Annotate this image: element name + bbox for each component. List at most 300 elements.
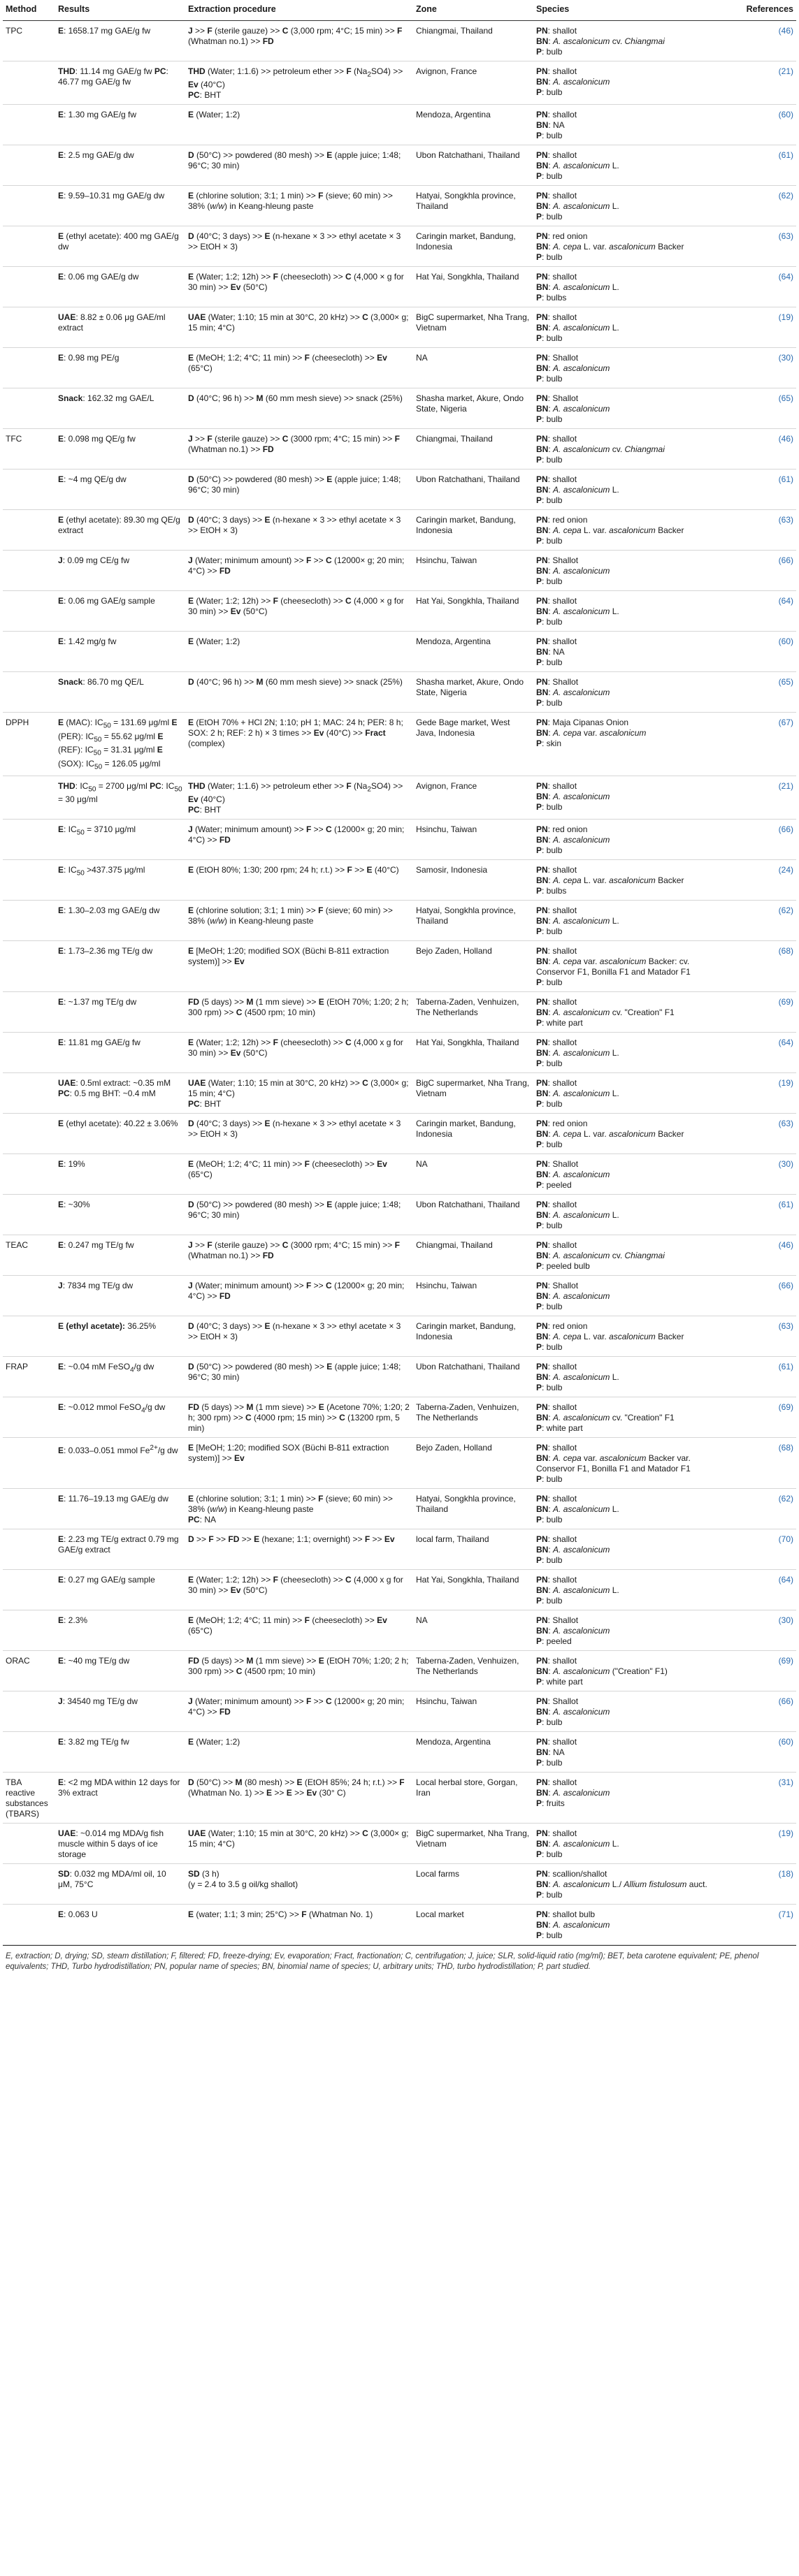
cell-reference[interactable]: (65): [722, 388, 796, 429]
cell-method: [3, 820, 55, 860]
cell-zone: Caringin market, Bandung, Indonesia: [413, 510, 533, 551]
cell-reference[interactable]: (71): [722, 1905, 796, 1945]
table-row: [3, 429, 796, 470]
cell-species: PN: shallot BN: A. ascalonicum L. P: bulb: [533, 145, 722, 186]
table-row: [3, 820, 796, 860]
table-row: [3, 510, 796, 551]
cell-extraction: E (Water; 1:2; 12h) >> F (cheesecloth) >> C (4,000 × g for 30 min) >> Ev (50°C): [185, 591, 413, 632]
cell-extraction: J >> F (sterile gauze) >> C (3,000 rpm; 4°C; 15 min) >> F (Whatman no.1) >> FD: [185, 21, 413, 61]
cell-results: Snack: 86.70 mg QE/L: [55, 672, 185, 713]
cell-species: PN: shallot BN: A. cepa L. var. ascalonicum Backer P: bulbs: [533, 860, 722, 901]
cell-results: E: $IC_{50} >437.375$ μg/ml: [55, 860, 185, 901]
table-row: [3, 307, 796, 348]
cell-method: [3, 1316, 55, 1357]
cell-reference[interactable]: (64): [722, 1570, 796, 1610]
cell-results: E: 1.30 mg GAE/g fw: [55, 105, 185, 145]
table-row: [3, 776, 796, 819]
table-row: [3, 860, 796, 901]
cell-extraction: E (Water; 1:2): [185, 632, 413, 672]
cell-reference[interactable]: (66): [722, 820, 796, 860]
cell-method: [3, 145, 55, 186]
table-row: [3, 1276, 796, 1316]
cell-extraction: FD (5 days) >> M (1 mm sieve) >> E (EtOH 70%; 1:20; 2 h; 300 rpm) >> C (4500 rpm; 10 min): [185, 1651, 413, 1691]
cell-extraction: E (MeOH; 1:2; 4°C; 11 min) >> F (cheesecloth) >> Ev (65°C): [185, 1154, 413, 1195]
cell-results: E: 0.06 mg GAE/g sample: [55, 591, 185, 632]
cell-reference[interactable]: (61): [722, 145, 796, 186]
cell-reference[interactable]: (46): [722, 429, 796, 470]
cell-extraction: D (40°C; 3 days) >> E (n-hexane × 3 >> ethyl acetate × 3 >> EtOH × 3): [185, 1316, 413, 1357]
table-container: [3, 0, 796, 1972]
cell-zone: Bejo Zaden, Holland: [413, 1438, 533, 1489]
cell-zone: Shasha market, Akure, Ondo State, Nigeria: [413, 672, 533, 713]
cell-reference[interactable]: (70): [722, 1529, 796, 1570]
cell-method: [3, 510, 55, 551]
header-references: References: [722, 0, 796, 21]
cell-zone: Local herbal store, Gorgan, Iran: [413, 1773, 533, 1824]
table-row: [3, 388, 796, 429]
cell-species: PN: Shallot BN: A. ascalonicum P: bulb: [533, 388, 722, 429]
cell-zone: Local market: [413, 1905, 533, 1945]
cell-zone: Caringin market, Bandung, Indonesia: [413, 226, 533, 267]
cell-reference[interactable]: (62): [722, 1489, 796, 1529]
cell-results: E: 19%: [55, 1154, 185, 1195]
cell-reference[interactable]: (63): [722, 1316, 796, 1357]
cell-species: PN: shallot BN: A. ascalonicum L. P: bulb: [533, 1195, 722, 1235]
table-row: [3, 1397, 796, 1438]
cell-method: TFC: [3, 429, 55, 470]
cell-zone: Hsinchu, Taiwan: [413, 1276, 533, 1316]
cell-reference[interactable]: (67): [722, 713, 796, 776]
cell-results: E: ~30%: [55, 1195, 185, 1235]
cell-extraction: E (Water; 1:2; 12h) >> F (cheesecloth) >> C (4,000 x g for 30 min) >> Ev (50°C): [185, 1033, 413, 1073]
cell-reference[interactable]: (68): [722, 1438, 796, 1489]
cell-zone: Caringin market, Bandung, Indonesia: [413, 1114, 533, 1154]
cell-zone: Chiangmai, Thailand: [413, 429, 533, 470]
table-row: [3, 470, 796, 510]
cell-method: [3, 348, 55, 388]
cell-extraction: J (Water; minimum amount) >> F >> C (12000× g; 20 min; 4°C) >> FD: [185, 1276, 413, 1316]
cell-extraction: E (EtOH 80%; 1:30; 200 rpm; 24 h; r.t.) >> F >> E (40°C): [185, 860, 413, 901]
cell-species: PN: shallot BN: A. ascalonicum cv. Chiangmai P: bulb: [533, 21, 722, 61]
cell-results: E: ~4 mg QE/g dw: [55, 470, 185, 510]
table-row: [3, 1114, 796, 1154]
cell-species: PN: shallot BN: A. ascalonicum L. P: bulb: [533, 1033, 722, 1073]
cell-species: PN: shallot BN: A. ascalonicum L. P: bulb: [533, 186, 722, 226]
cell-extraction: E (MeOH; 1:2; 4°C; 11 min) >> F (cheesecloth) >> Ev (65°C): [185, 1610, 413, 1651]
cell-zone: Hat Yai, Songkhla, Thailand: [413, 1033, 533, 1073]
cell-reference[interactable]: (21): [722, 61, 796, 105]
cell-species: PN: shallot BN: A. ascalonicum L. P: bulb: [533, 1489, 722, 1529]
cell-species: PN: shallot BN: A. cepa var. ascalonicum Backer: cv. Conservor F1, Bonilla F1 and Matador F1 P: bulb: [533, 941, 722, 992]
cell-extraction: E (Water; 1:2): [185, 1732, 413, 1773]
cell-zone: Gede Bage market, West Java, Indonesia: [413, 713, 533, 776]
cell-extraction: D (40°C; 3 days) >> E (n-hexane × 3 >> ethyl acetate × 3 >> EtOH × 3): [185, 510, 413, 551]
cell-method: [3, 267, 55, 307]
cell-reference[interactable]: (69): [722, 1397, 796, 1438]
cell-reference[interactable]: (65): [722, 672, 796, 713]
cell-method: [3, 551, 55, 591]
cell-zone: Hat Yai, Songkhla, Thailand: [413, 591, 533, 632]
cell-results: UAE: ~0.014 mg MDA/g fish muscle within 5 days of ice storage: [55, 1824, 185, 1864]
cell-extraction: E (water; 1:1; 3 min; 25°C) >> F (Whatman No. 1): [185, 1905, 413, 1945]
cell-extraction: E (Water; 1:2; 12h) >> F (cheesecloth) >> C (4,000 × g for 30 min) >> Ev (50°C): [185, 267, 413, 307]
table-row: [3, 1824, 796, 1864]
cell-species: PN: Shallot BN: A. ascalonicum P: bulb: [533, 348, 722, 388]
cell-method: [3, 992, 55, 1033]
cell-zone: Chiangmai, Thailand: [413, 1235, 533, 1276]
cell-results: E: 0.033–0.051 mmol $Fe^{2+}/g$ dw: [55, 1438, 185, 1489]
cell-species: PN: shallot BN: A. ascalonicum P: bulb: [533, 61, 722, 105]
cell-results: E: 2.23 mg TE/g extract 0.79 mg GAE/g extract: [55, 1529, 185, 1570]
cell-method: [3, 105, 55, 145]
cell-zone: Bejo Zaden, Holland: [413, 941, 533, 992]
cell-species: PN: shallot BN: NA P: bulb: [533, 105, 722, 145]
cell-extraction: FD (5 days) >> M (1 mm sieve) >> E (EtOH 70%; 1:20; 2 h; 300 rpm) >> C (4500 rpm; 10 min): [185, 992, 413, 1033]
cell-reference[interactable]: (60): [722, 105, 796, 145]
cell-reference[interactable]: (69): [722, 992, 796, 1033]
cell-method: [3, 226, 55, 267]
table-row: [3, 348, 796, 388]
cell-species: PN: shallot BN: A. cepa var. ascalonicum Backer var. Conservor F1, Bonilla F1 and Matador F1 P: bulb: [533, 1438, 722, 1489]
cell-extraction: FD (5 days) >> M (1 mm sieve) >> E (Acetone 70%; 1:20; 2 h; 300 rpm) >> C (4000 rpm; 15 min) >> C (13200 rpm, 5 min): [185, 1397, 413, 1438]
cell-results: E: ~0.012 mmol FeSO$_4$/g dw: [55, 1397, 185, 1438]
cell-results: E: 1.73–2.36 mg TE/g dw: [55, 941, 185, 992]
table-row: [3, 1316, 796, 1357]
table-row: [3, 992, 796, 1033]
cell-species: PN: shallot BN: A. ascalonicum L. P: bulb: [533, 901, 722, 941]
cell-results: E: ~0.04 mM FeSO$_4$/g dw: [55, 1357, 185, 1397]
cell-method: [3, 591, 55, 632]
cell-species: PN: shallot BN: A. ascalonicum L. P: bulb: [533, 307, 722, 348]
table-row: [3, 713, 796, 776]
cell-extraction: D (50°C) >> powdered (80 mesh) >> E (apple juice; 1:48; 96°C; 30 min): [185, 470, 413, 510]
cell-extraction: D (50°C) >> powdered (80 mesh) >> E (apple juice; 1:48; 96°C; 30 min): [185, 145, 413, 186]
table-row: [3, 551, 796, 591]
cell-species: PN: shallot BN: A. ascalonicum cv. "Creation" F1 P: white part: [533, 1397, 722, 1438]
cell-extraction: E (MeOH; 1:2; 4°C; 11 min) >> F (cheesecloth) >> Ev (65°C): [185, 348, 413, 388]
table-row: [3, 1438, 796, 1489]
cell-zone: local farm, Thailand: [413, 1529, 533, 1570]
cell-zone: NA: [413, 348, 533, 388]
cell-reference[interactable]: (46): [722, 1235, 796, 1276]
cell-method: DPPH: [3, 713, 55, 776]
cell-results: UAE: 8.82 ± 0.06 μg GAE/ml extract: [55, 307, 185, 348]
cell-method: TBA reactive substances (TBARS): [3, 1773, 55, 1824]
table-row: [3, 632, 796, 672]
cell-method: [3, 1033, 55, 1073]
cell-reference[interactable]: (19): [722, 1824, 796, 1864]
cell-reference[interactable]: (63): [722, 510, 796, 551]
cell-species: PN: shallot BN: A. ascalonicum ("Creation" F1) P: white part: [533, 1651, 722, 1691]
cell-species: PN: shallot BN: A. ascalonicum L. P: bulb: [533, 1570, 722, 1610]
cell-zone: NA: [413, 1610, 533, 1651]
cell-reference[interactable]: (19): [722, 1073, 796, 1114]
cell-reference[interactable]: (30): [722, 1610, 796, 1651]
cell-results: E: 11.76–19.13 mg GAE/g dw: [55, 1489, 185, 1529]
table-row: [3, 941, 796, 992]
cell-species: PN: shallot BN: A. ascalonicum L. P: bulbs: [533, 267, 722, 307]
cell-zone: Hatyai, Songkhla province, Thailand: [413, 901, 533, 941]
cell-results: E: $IC_{50} = 3710$ μg/ml: [55, 820, 185, 860]
cell-reference[interactable]: (21): [722, 776, 796, 819]
table-row: [3, 672, 796, 713]
cell-method: [3, 1195, 55, 1235]
cell-species: PN: shallot BN: A. ascalonicum P: bulb: [533, 776, 722, 819]
cell-reference[interactable]: (66): [722, 1691, 796, 1732]
cell-method: [3, 1276, 55, 1316]
cell-zone: Local farms: [413, 1864, 533, 1905]
cell-species: PN: shallot BN: A. ascalonicum L. P: bulb: [533, 470, 722, 510]
cell-results: E: 2.5 mg GAE/g dw: [55, 145, 185, 186]
table-row: [3, 1864, 796, 1905]
cell-extraction: UAE (Water; 1:10; 15 min at 30°C, 20 kHz) >> C (3,000× g; 15 min; 4°C): [185, 1824, 413, 1864]
cell-reference[interactable]: (30): [722, 348, 796, 388]
table-row: [3, 1905, 796, 1945]
cell-reference[interactable]: (18): [722, 1864, 796, 1905]
cell-results: UAE: 0.5ml extract: ~0.35 mM PC: 0.5 mg BHT: ~0.4 mM: [55, 1073, 185, 1114]
cell-species: PN: red onion BN: A. ascalonicum P: bulb: [533, 820, 722, 860]
cell-zone: Hsinchu, Taiwan: [413, 1691, 533, 1732]
cell-extraction: THD (Water; 1:1.6) >> petroleum ether >> F $(Na_2SO4) >> Ev$ (40°C) PC: BHT: [185, 776, 413, 819]
cell-species: PN: shallot BN: A. ascalonicum cv. "Creation" F1 P: white part: [533, 992, 722, 1033]
cell-extraction: E [MeOH; 1:20; modified SOX (Büchi B-811 extraction system)] >> Ev: [185, 1438, 413, 1489]
cell-results: THD: 11.14 mg GAE/g fw PC: 46.77 mg GAE/g fw: [55, 61, 185, 105]
cell-zone: Samosir, Indonesia: [413, 860, 533, 901]
cell-zone: Taberna-Zaden, Venhuizen, The Netherlands: [413, 1397, 533, 1438]
cell-species: PN: shallot BN: A. ascalonicum L. P: bulb: [533, 1073, 722, 1114]
cell-method: TEAC: [3, 1235, 55, 1276]
cell-method: [3, 1610, 55, 1651]
table-row: [3, 1570, 796, 1610]
table-row: [3, 105, 796, 145]
cell-method: [3, 1691, 55, 1732]
cell-zone: BigC supermarket, Nha Trang, Vietnam: [413, 1824, 533, 1864]
cell-results: E: 11.81 mg GAE/g fw: [55, 1033, 185, 1073]
cell-method: [3, 1905, 55, 1945]
cell-results: J: 0.09 mg CE/g fw: [55, 551, 185, 591]
cell-method: [3, 1397, 55, 1438]
cell-extraction: J (Water; minimum amount) >> F >> C (12000× g; 20 min; 4°C) >> FD: [185, 551, 413, 591]
cell-zone: Shasha market, Akure, Ondo State, Nigeria: [413, 388, 533, 429]
table-row: [3, 1357, 796, 1397]
cell-extraction: J >> F (sterile gauze) >> C (3000 rpm; 4°C; 15 min) >> F (Whatman no.1) >> FD: [185, 429, 413, 470]
cell-reference[interactable]: (66): [722, 551, 796, 591]
table-row: [3, 1235, 796, 1276]
cell-method: [3, 672, 55, 713]
cell-extraction: J >> F (sterile gauze) >> C (3000 rpm; 4°C; 15 min) >> F (Whatman no.1) >> FD: [185, 1235, 413, 1276]
cell-extraction: UAE (Water; 1:10; 15 min at 30°C, 20 kHz) >> C (3,000× g; 15 min; 4°C) PC: BHT: [185, 1073, 413, 1114]
header-zone: Zone: [413, 0, 533, 21]
cell-reference[interactable]: (30): [722, 1154, 796, 1195]
cell-extraction: D >> F >> FD >> E (hexane; 1:1; overnight) >> F >> Ev: [185, 1529, 413, 1570]
table-row: [3, 1489, 796, 1529]
cell-reference[interactable]: (24): [722, 860, 796, 901]
cell-results: E (ethyl acetate): 40.22 ± 3.06%: [55, 1114, 185, 1154]
cell-zone: Mendoza, Argentina: [413, 1732, 533, 1773]
cell-reference[interactable]: (64): [722, 591, 796, 632]
cell-results: E: 2.3%: [55, 1610, 185, 1651]
cell-species: PN: shallot BN: NA P: bulb: [533, 1732, 722, 1773]
cell-reference[interactable]: (19): [722, 307, 796, 348]
table-row: [3, 1691, 796, 1732]
cell-reference[interactable]: (61): [722, 1195, 796, 1235]
cell-reference[interactable]: (63): [722, 226, 796, 267]
cell-results: SD: 0.032 mg MDA/ml oil, 10 μM, 75°C: [55, 1864, 185, 1905]
cell-results: E: 9.59–10.31 mg GAE/g dw: [55, 186, 185, 226]
cell-method: [3, 901, 55, 941]
cell-extraction: D (40°C; 3 days) >> E (n-hexane × 3 >> ethyl acetate × 3 >> EtOH × 3): [185, 226, 413, 267]
table-row: [3, 21, 796, 61]
cell-zone: Ubon Ratchathani, Thailand: [413, 145, 533, 186]
cell-species: PN: red onion BN: A. cepa L. var. ascalonicum Backer P: bulb: [533, 510, 722, 551]
table-row: [3, 226, 796, 267]
cell-zone: Taberna-Zaden, Venhuizen, The Netherlands: [413, 992, 533, 1033]
cell-zone: Hat Yai, Songkhla, Thailand: [413, 1570, 533, 1610]
cell-method: [3, 61, 55, 105]
cell-reference[interactable]: (61): [722, 470, 796, 510]
cell-zone: Chiangmai, Thailand: [413, 21, 533, 61]
cell-species: PN: shallot BN: A. ascalonicum P: fruits: [533, 1773, 722, 1824]
header-method: Method: [3, 0, 55, 21]
cell-zone: Caringin market, Bandung, Indonesia: [413, 1316, 533, 1357]
cell-results: E (ethyl acetate): 400 mg GAE/g dw: [55, 226, 185, 267]
cell-results: E: 0.247 mg TE/g fw: [55, 1235, 185, 1276]
cell-method: FRAP: [3, 1357, 55, 1397]
table-row: [3, 1610, 796, 1651]
table-row: [3, 901, 796, 941]
cell-zone: Hsinchu, Taiwan: [413, 551, 533, 591]
cell-method: [3, 186, 55, 226]
cell-reference[interactable]: (60): [722, 1732, 796, 1773]
cell-extraction: E (chlorine solution; 3:1; 1 min) >> F (sieve; 60 min) >> 38% (w/w) in Keang-hleung paste: [185, 186, 413, 226]
cell-results: E: ~1.37 mg TE/g dw: [55, 992, 185, 1033]
cell-species: PN: scallion/shallot BN: A. ascalonicum L./ Allium fistulosum auct. P: bulb: [533, 1864, 722, 1905]
cell-results: Snack: 162.32 mg GAE/L: [55, 388, 185, 429]
cell-zone: Mendoza, Argentina: [413, 105, 533, 145]
cell-extraction: UAE (Water; 1:10; 15 min at 30°C, 20 kHz) >> C (3,000× g; 15 min; 4°C): [185, 307, 413, 348]
cell-method: [3, 1570, 55, 1610]
cell-species: PN: red onion BN: A. cepa L. var. ascalonicum Backer P: bulb: [533, 1114, 722, 1154]
cell-reference[interactable]: (46): [722, 21, 796, 61]
cell-results: J: 7834 mg TE/g dw: [55, 1276, 185, 1316]
cell-extraction: E (chlorine solution; 3:1; 1 min) >> F (sieve; 60 min) >> 38% (w/w) in Keang-hleung paste PC: NA: [185, 1489, 413, 1529]
table-row: [3, 186, 796, 226]
cell-method: [3, 776, 55, 819]
cell-method: ORAC: [3, 1651, 55, 1691]
cell-extraction: D (50°C) >> M (80 mesh) >> E (EtOH 85%; 24 h; r.t.) >> F (Whatman No. 1) >> E >> E >> Ev (30° C): [185, 1773, 413, 1824]
cell-extraction: SD (3 h) (y = 2.4 to 3.5 g oil/kg shallot): [185, 1864, 413, 1905]
table-header-row: [3, 0, 796, 21]
cell-species: PN: shallot BN: NA P: bulb: [533, 632, 722, 672]
cell-method: [3, 1114, 55, 1154]
cell-reference[interactable]: (62): [722, 901, 796, 941]
cell-reference[interactable]: (68): [722, 941, 796, 992]
cell-zone: Hat Yai, Songkhla, Thailand: [413, 267, 533, 307]
table-row: [3, 1073, 796, 1114]
cell-method: [3, 1438, 55, 1489]
cell-method: [3, 388, 55, 429]
cell-reference[interactable]: (63): [722, 1114, 796, 1154]
cell-extraction: E (EtOH 70% + HCl 2N; 1:10; pH 1; MAC: 24 h; PER: 8 h; SOX: 2 h; REF: 2 h) × 3 times >> Ev (40°C) >> Fract (complex): [185, 713, 413, 776]
cell-zone: BigC supermarket, Nha Trang, Vietnam: [413, 307, 533, 348]
cell-species: PN: Shallot BN: A. ascalonicum P: bulb: [533, 672, 722, 713]
cell-extraction: THD (Water; 1:1.6) >> petroleum ether >> F $(Na_2SO4) >> Ev$ (40°C) PC: BHT: [185, 61, 413, 105]
cell-reference[interactable]: (64): [722, 1033, 796, 1073]
cell-results: E: 0.063 U: [55, 1905, 185, 1945]
cell-species: PN: shallot BN: A. ascalonicum cv. Chiangmai P: peeled bulb: [533, 1235, 722, 1276]
cell-species: PN: shallot BN: A. ascalonicum P: bulb: [533, 1529, 722, 1570]
cell-results: E: 0.098 mg QE/g fw: [55, 429, 185, 470]
table-footnote: E, extraction; D, drying; SD, steam distillation; F, filtered; FD, freeze-drying; Ev, evaporation; Fract, fractionation; C, centrifugation; J, juice; SLR, solid-liquid ratio (mg/ml); BET, beta carotene equivalent; PE, phenol equivalents; THD, Turbo hydrodistillation; PN, popular name of species; BN, binomial name of species; U, arbitrary units; THD, turbo hydrodistillation; P, part studied.: [3, 1945, 796, 1972]
cell-method: [3, 860, 55, 901]
table-row: [3, 1651, 796, 1691]
cell-extraction: D (50°C) >> powdered (80 mesh) >> E (apple juice; 1:48; 96°C; 30 min): [185, 1357, 413, 1397]
cell-method: [3, 307, 55, 348]
cell-extraction: D (40°C; 96 h) >> M (60 mm mesh sieve) >> snack (25%): [185, 672, 413, 713]
cell-method: [3, 1864, 55, 1905]
cell-method: [3, 1154, 55, 1195]
table-body: [3, 21, 796, 1945]
cell-results: E: 1658.17 mg GAE/g fw: [55, 21, 185, 61]
cell-results: E (ethyl acetate): 36.25%: [55, 1316, 185, 1357]
cell-method: [3, 1529, 55, 1570]
cell-extraction: J (Water; minimum amount) >> F >> C (12000× g; 20 min; 4°C) >> FD: [185, 1691, 413, 1732]
cell-reference[interactable]: (64): [722, 267, 796, 307]
cell-extraction: E (Water; 1:2): [185, 105, 413, 145]
cell-zone: Ubon Ratchathani, Thailand: [413, 1195, 533, 1235]
table-row: [3, 1773, 796, 1824]
cell-zone: Hsinchu, Taiwan: [413, 820, 533, 860]
cell-zone: Taberna-Zaden, Venhuizen, The Netherlands: [413, 1651, 533, 1691]
cell-species: PN: shallot BN: A. ascalonicum L. P: bulb: [533, 1357, 722, 1397]
cell-reference[interactable]: (31): [722, 1773, 796, 1824]
cell-species: PN: red onion BN: A. cepa L. var. ascalonicum Backer P: bulb: [533, 226, 722, 267]
cell-method: TPC: [3, 21, 55, 61]
cell-reference[interactable]: (60): [722, 632, 796, 672]
cell-results: E: 0.98 mg PE/g: [55, 348, 185, 388]
cell-zone: Hatyai, Songkhla province, Thailand: [413, 1489, 533, 1529]
cell-zone: Mendoza, Argentina: [413, 632, 533, 672]
cell-species: PN: Maja Cipanas Onion BN: A. cepa var. ascalonicum P: skin: [533, 713, 722, 776]
cell-reference[interactable]: (61): [722, 1357, 796, 1397]
cell-zone: Avignon, France: [413, 61, 533, 105]
cell-results: THD: $IC_{50} = 2700$ μg/ml PC: $IC_{50} = 30$ μg/ml: [55, 776, 185, 819]
table-row: [3, 1529, 796, 1570]
cell-results: E: 3.82 mg TE/g fw: [55, 1732, 185, 1773]
cell-zone: Ubon Ratchathani, Thailand: [413, 1357, 533, 1397]
cell-extraction: E [MeOH; 1:20; modified SOX (Büchi B-811 extraction system)] >> Ev: [185, 941, 413, 992]
cell-results: E: 0.06 mg GAE/g dw: [55, 267, 185, 307]
cell-species: PN: Shallot BN: A. ascalonicum P: bulb: [533, 551, 722, 591]
cell-species: PN: shallot BN: A. ascalonicum L. P: bulb: [533, 591, 722, 632]
cell-extraction: D (40°C; 3 days) >> E (n-hexane × 3 >> ethyl acetate × 3 >> EtOH × 3): [185, 1114, 413, 1154]
table-row: [3, 1154, 796, 1195]
cell-species: PN: shallot BN: A. ascalonicum cv. Chiangmai P: bulb: [533, 429, 722, 470]
cell-results: E: 1.30–2.03 mg GAE/g dw: [55, 901, 185, 941]
cell-reference[interactable]: (69): [722, 1651, 796, 1691]
cell-reference[interactable]: (66): [722, 1276, 796, 1316]
cell-extraction: E (Water; 1:2; 12h) >> F (cheesecloth) >> C (4,000 x g for 30 min) >> Ev (50°C): [185, 1570, 413, 1610]
cell-extraction: D (50°C) >> powdered (80 mesh) >> E (apple juice; 1:48; 96°C; 30 min): [185, 1195, 413, 1235]
cell-extraction: E (chlorine solution; 3:1; 1 min) >> F (sieve; 60 min) >> 38% (w/w) in Keang-hleung paste: [185, 901, 413, 941]
cell-extraction: D (40°C; 96 h) >> M (60 mm mesh sieve) >> snack (25%): [185, 388, 413, 429]
cell-results: E: 0.27 mg GAE/g sample: [55, 1570, 185, 1610]
cell-method: [3, 1073, 55, 1114]
table-row: [3, 1732, 796, 1773]
table-row: [3, 145, 796, 186]
cell-reference[interactable]: (62): [722, 186, 796, 226]
table-row: [3, 1033, 796, 1073]
